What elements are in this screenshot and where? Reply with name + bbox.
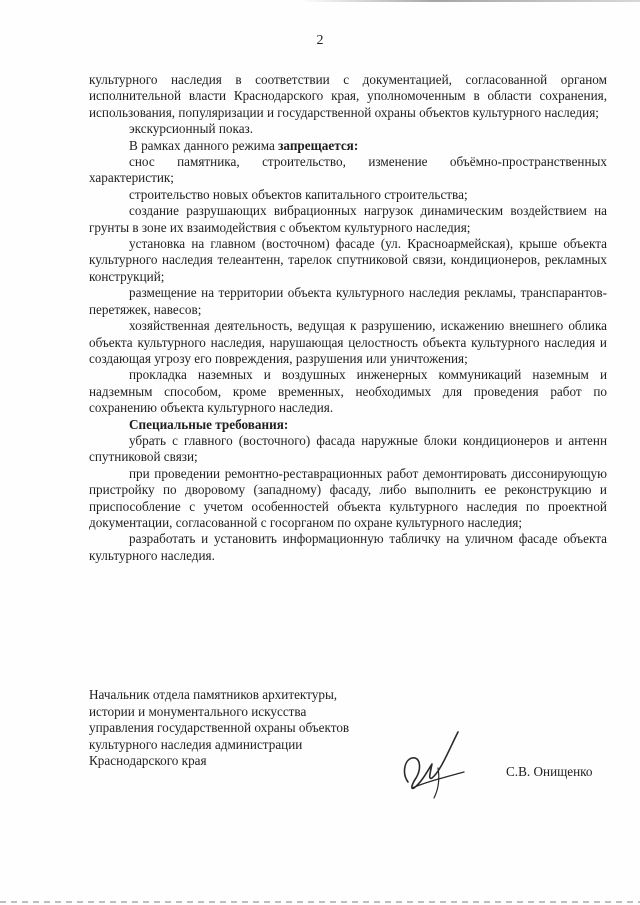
signatory-position — [89, 687, 389, 770]
paragraph-info-plaque: разработать и установить информационную табличку на уличном фасаде объекта культурного наследия. — [89, 531, 607, 563]
paragraph-economic-activity: хозяйственная деятельность, ведущая к разрушению, искажению внешнего облика объекта культурного наследия, нарушающая целостность объекта культурного наследия и создающая угрозу его повреждения, разрушения или уничтожения; — [89, 318, 607, 366]
scan-edge-top — [300, 0, 640, 2]
paragraph-new-construction: строительство новых объектов капитального строительства; — [129, 186, 468, 202]
signer-name: С.В. Онищенко — [506, 764, 593, 779]
paragraph-utilities: прокладка наземных и воздушных инженерных коммуникаций наземным и надземным способом, кроме временных, необходимых для проведения работ по сохранению объекта культурного наследия. — [89, 367, 607, 416]
prohibited-label: запрещается: — [278, 137, 359, 153]
paragraph-demolition: снос памятника, строительство, изменение объёмно-пространственных характеристик; — [89, 154, 607, 186]
paragraph-special-heading — [89, 417, 607, 433]
position-line: культурного наследия администрации — [89, 736, 303, 752]
position-line: Начальник отдела памятников архитектуры, — [89, 687, 338, 702]
position-line: управления государственной охраны объектов — [89, 720, 350, 735]
scan-edge-bottom — [0, 901, 640, 903]
prohibited-prefix: В рамках данного режима — [129, 137, 279, 153]
paragraph-advertising: размещение на территории объекта культурного наследия рекламы, транспарантов-перетяжек, навесов; — [89, 285, 607, 317]
paragraph-excursion: экскурсионный показ. — [129, 121, 254, 137]
paragraph-antennas: установка на главном (восточном) фасаде (ул. Красноармейская), крыше объекта культурного наследия телеантенн, тарелок спутниковой связи, кондиционеров, рекламных конструкций; — [89, 236, 607, 284]
paragraph-remove-units: убрать с главного (восточного) фасада наружные блоки кондиционеров и антенн спутниковой связи; — [89, 432, 607, 465]
handwritten-signature — [398, 722, 468, 800]
special-requirements-label: Специальные требования: — [129, 416, 289, 432]
page-number: 2 — [316, 33, 324, 48]
paragraph-prohibited-heading — [89, 138, 607, 154]
position-line: истории и монументального искусства — [89, 703, 307, 719]
paragraph-vibration: создание разрушающих вибрационных нагрузок динамическим воздействием на грунты в зоне их взаимодействия с объектом культурного наследия; — [89, 203, 607, 235]
document-body — [89, 72, 607, 564]
paragraph-cont: культурного наследия в соответствии с документацией, согласованной органом исполнительной власти Краснодарского края, уполномоченным в области сохранения, использования, популяризации и государственной охраны объектов культурного наследия; — [89, 72, 607, 120]
position-line: Краснодарского края — [89, 753, 207, 768]
paragraph-restoration: при проведении ремонтно-реставрационных работ демонтировать диссонирующую пристройку по дворовому (западному) фасаду, либо выполнить ее реконструкцию и приспособление с учетом особенностей объекта культурного наследия по проектной документации, согласованной с госорганом по охране культурного наследия; — [89, 465, 607, 530]
